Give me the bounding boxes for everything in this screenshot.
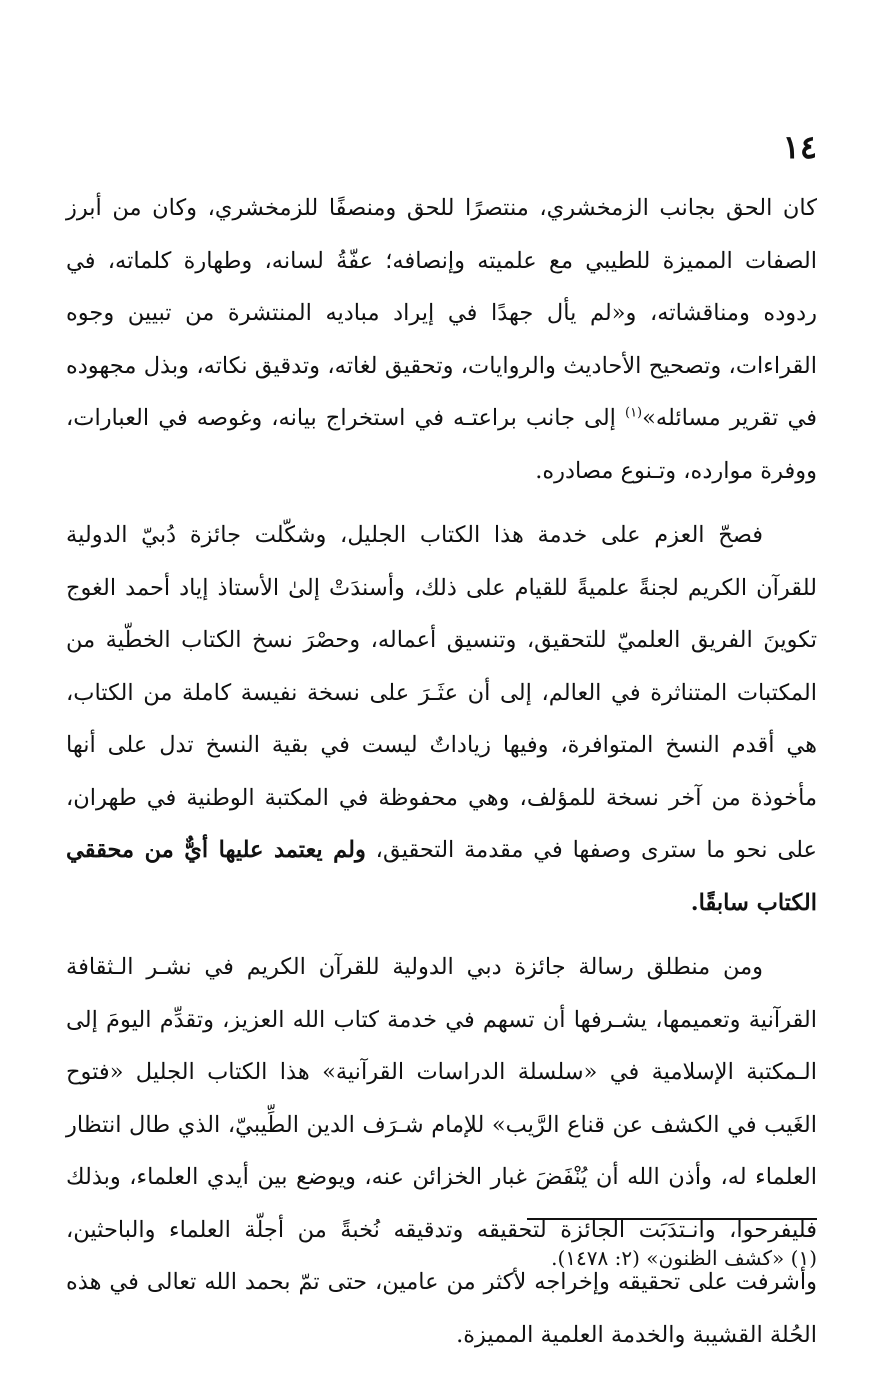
footnote: (١) «كشف الظنون» (٢: ١٤٧٨).	[551, 1246, 817, 1270]
page-number: ١٤	[782, 128, 817, 166]
paragraph-2	[66, 509, 817, 929]
paragraph-1	[66, 182, 817, 497]
footnote-divider	[527, 1218, 817, 1220]
paragraph-1-text-continued: إلى جانب براعتـه في استخراج بيانه، وغوصه في العبارات، ووفرة موارده، وتـنوع مصادره.	[66, 405, 817, 484]
main-text	[66, 182, 817, 1361]
paragraph-3-text: ومن منطلق رسالة جائزة دبي الدولية للقرآن الكريم في نشـر الـثقافة القرآنية وتعميمها، يشـرفها أن تسهم في خدمة كتاب الله العزيز، وتقدِّم اليومَ إلى الـمكتبة الإسلامية في «سلسلة الدراسات القرآنية» هذا الكتاب الجليل «فتوح الغَيب في الكشف عن قناع الرَّيب» للإمام شـرَف الدين الطِّيبيّ، الذي طال انتظار العلماء له، وأذن الله أن يُنْفَضَ غبار الخزائن عنه، ويوضع بين أيدي العلماء، وبذلك فليفرحوا، وانـتدَبَت الجائزة لتحقيقه وتدقيقه نُخبةً من أجلّة العلماء والباحثين، وأشرفت على تحقيقه وإخراجه لأكثر من عامين، حتى تمّ بحمد الله تعالى في هذه الحُلة القشيبة والخدمة العلمية المميزة.	[66, 954, 817, 1348]
footnote-reference: (١)	[624, 405, 643, 421]
paragraph-2-bold-text: ولم يعتمد عليها أيٌّ من محققي الكتاب سابقًا.	[66, 837, 817, 916]
paragraph-1-text: كان الحق بجانب الزمخشري، منتصرًا للحق ومنصفًا للزمخشري، وكان من أبرز الصفات المميزة للطيبي مع علميته وإنصافه؛ عفّةُ لسانه، وطهارة كلماته، في ردوده ومناقشاته، و«لم يأل جهدًا في إيراد مباديه المنتشرة من تبيين وجوه القراءات، وتصحيح الأحاديث والروايات، وتحقيق لغاته، وتدقيق نكاته، وبذل مجهوده في تقرير مسائله»	[66, 195, 817, 431]
paragraph-2-text: فصحّ العزم على خدمة هذا الكتاب الجليل، وشكّلت جائزة دُبيّ الدولية للقرآن الكريم لجنةً علميةً للقيام على ذلك، وأسندَتْ إلىٰ الأستاذ إياد أحمد الغوج تكوينَ الفريق العلميّ للتحقيق، وتنسيق أعماله، وحصْرَ نسخ الكتاب الخطّية من المكتبات المتناثرة في العالم، إلى أن عثَـرَ على نسخة نفيسة كاملة من الكتاب، هي أقدم النسخ المتوافرة، وفيها زياداتٌ ليست في بقية النسخ تدل على أنها مأخوذة من آخر نسخة للمؤلف، وهي محفوظة في المكتبة الوطنية في طهران، على نحو ما سترى وصفها في مقدمة التحقيق،	[66, 522, 817, 863]
paragraph-3	[66, 941, 817, 1361]
